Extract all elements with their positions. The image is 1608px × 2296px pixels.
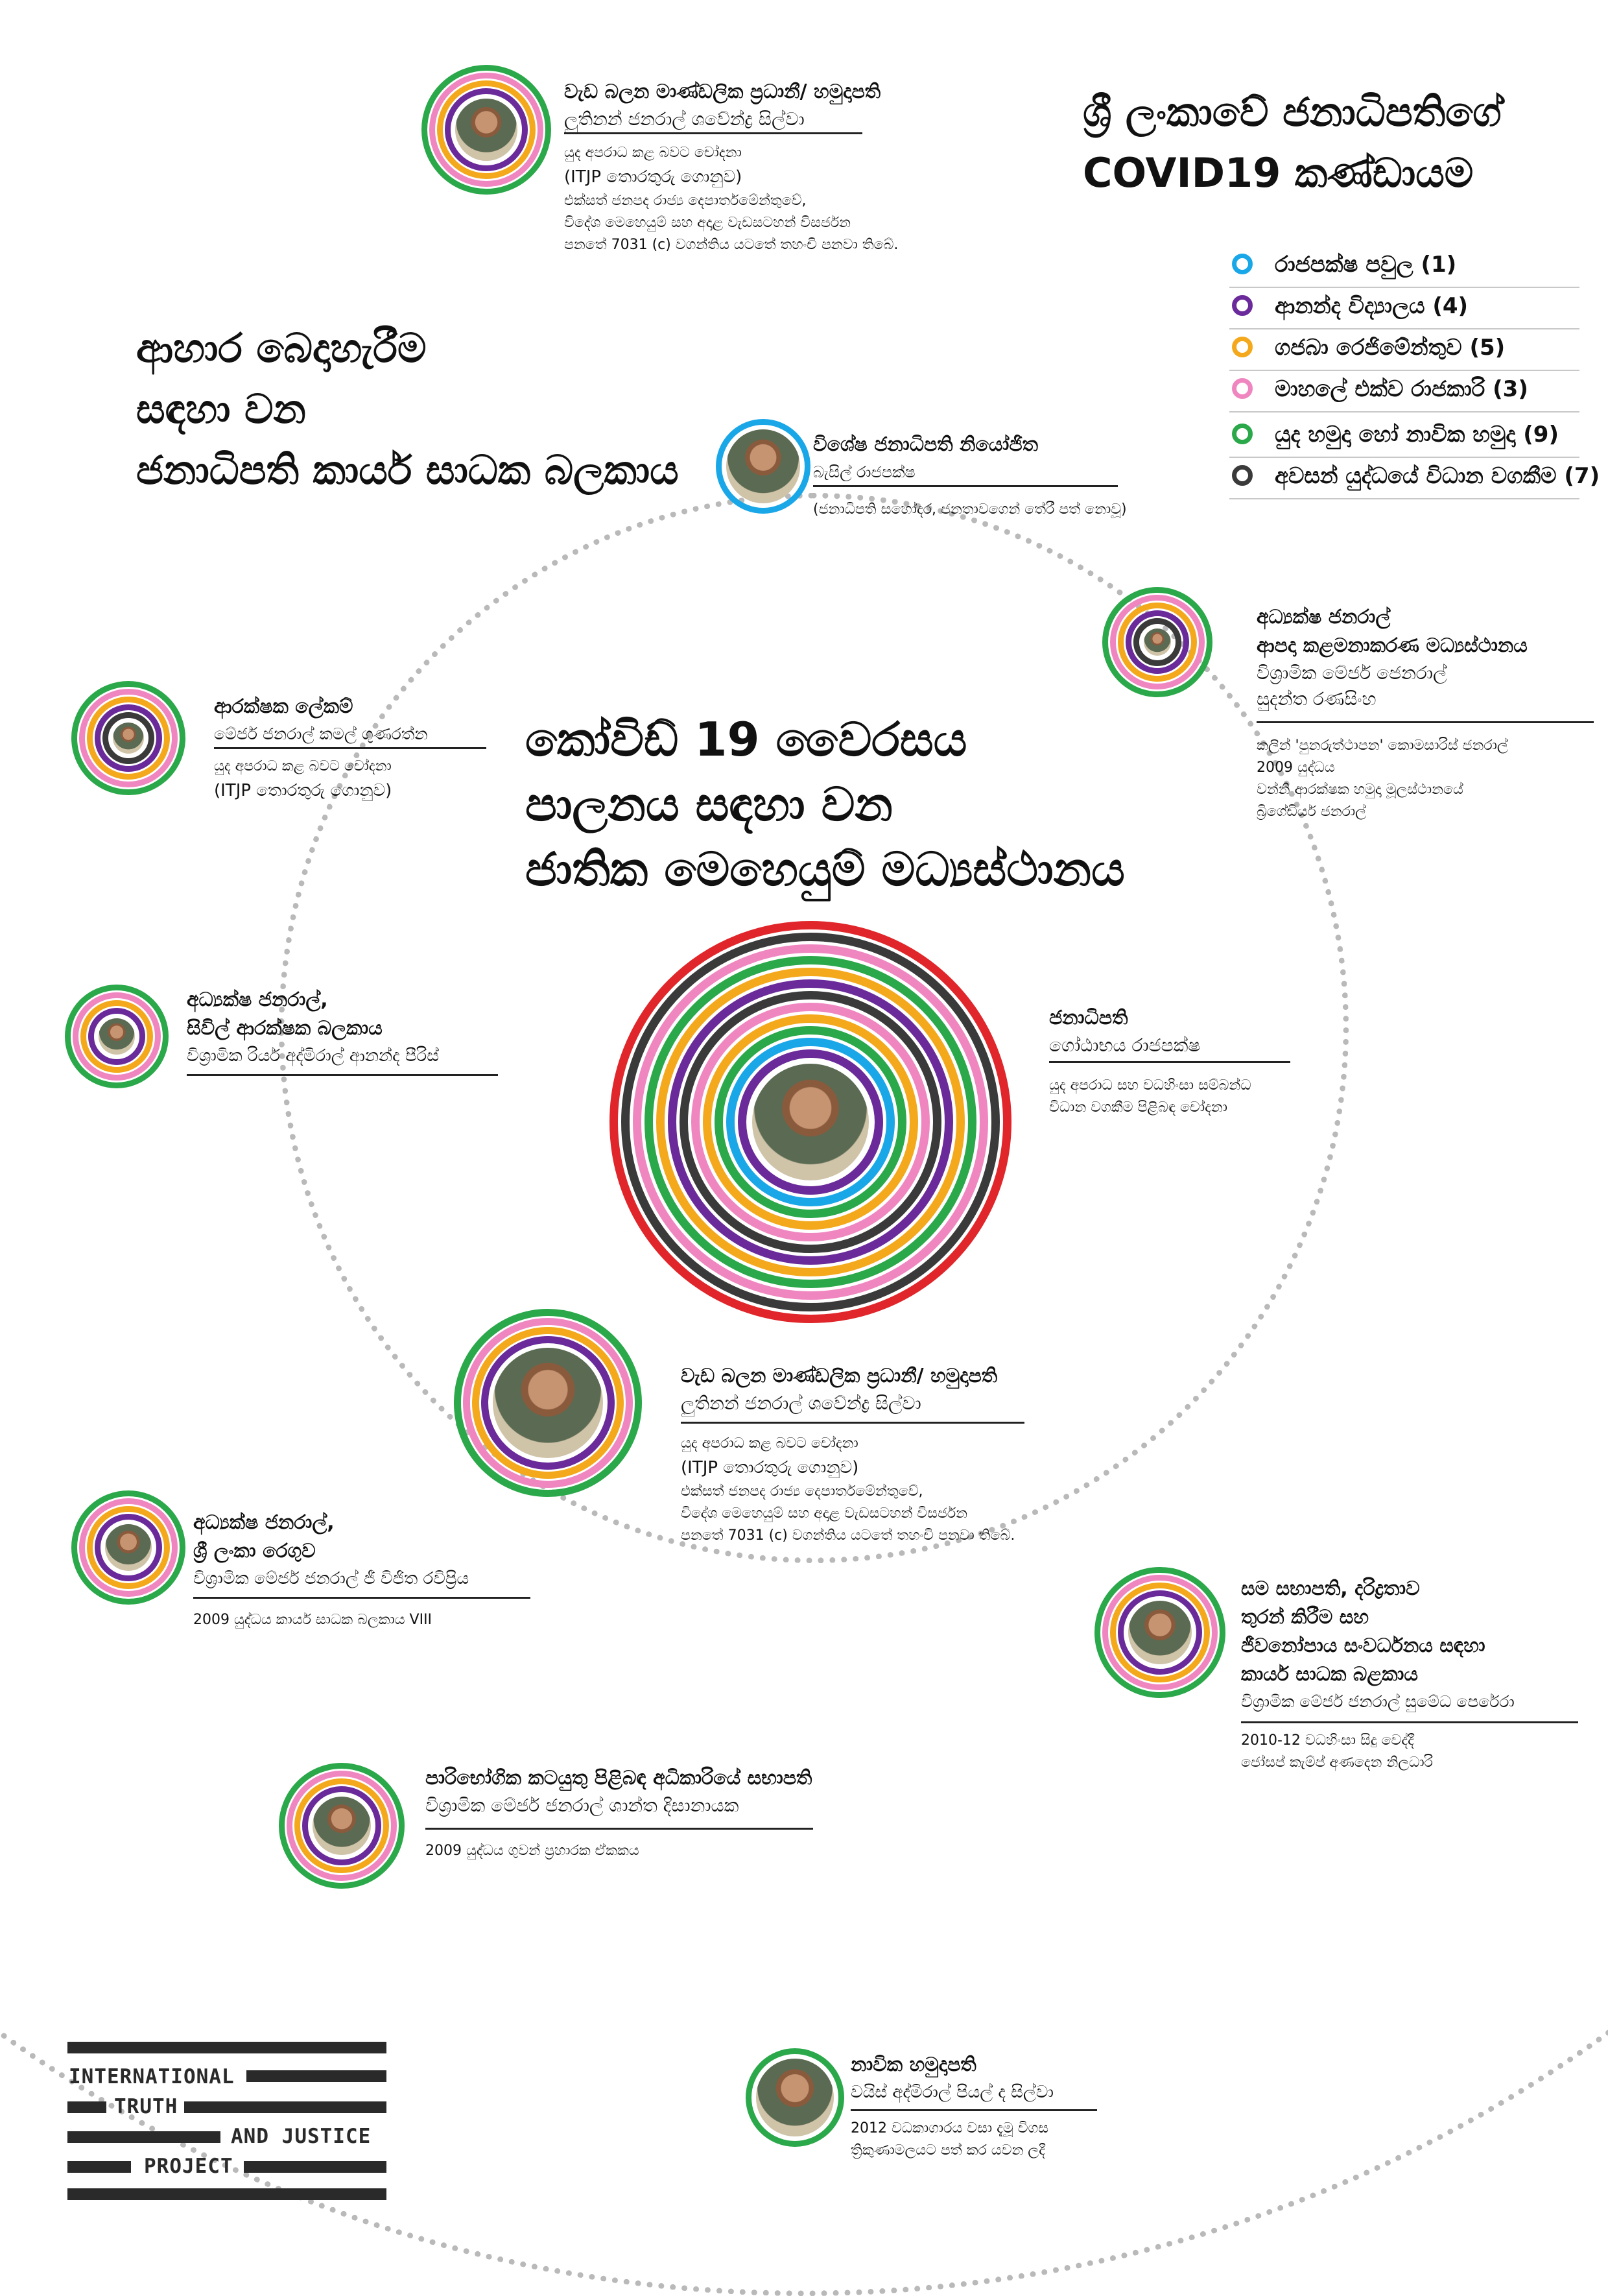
avatar-shavendra-mid (454, 1309, 642, 1497)
task-force-line2: සඳහා වන (136, 385, 306, 433)
note-poverty-1: 2010-12 වධහිංසා සිදු වෙද්දී (1241, 1732, 1414, 1749)
avatar-president (609, 921, 1011, 1323)
note-basil-1: (ජනාධිපති සහෝදර, ජනතාවගෙන් තේරී පත් නොවූ) (813, 501, 1127, 518)
legend-ring-icon (1232, 465, 1253, 486)
note-president-2: විධාන වගකීම පිළිබඳ චෝදනා (1049, 1099, 1227, 1116)
legend-label: යුද හමුදා හෝ නාවික හමුදා (9) (1275, 422, 1559, 448)
centre-line2: පාලනය සඳහා වන (525, 777, 893, 831)
note-shavendra-mid-2: (ITJP තොරතුරු ගොනුව) (681, 1458, 859, 1477)
note-disaster-3: වන්නි ආරක්ෂක හමුදා මූලස්ථානයේ (1257, 782, 1463, 798)
note-signals-1: 2009 යුද්ධය කාර්ය සාධක බලකාය VIII (193, 1612, 432, 1628)
legend-ring-icon (1232, 424, 1253, 444)
legend-ring-icon (1232, 378, 1253, 399)
note-disaster-2: 2009 යුද්ධය (1257, 759, 1335, 776)
avatar-shavendra-top (421, 65, 551, 195)
card-poverty (1241, 1575, 1578, 1774)
card-shavendra-mid (681, 1362, 1083, 1547)
note-shavendra-top-5: පනතේ 7031 (c) වගන්තිය යටතේ තහංචි පනවා තිබේ. (564, 237, 899, 253)
name-basil: බැසිල් රාජපක්ෂ (813, 459, 1118, 487)
note-defence-secretary-1: යුද අපරාධ කළ බවට චෝදනා (214, 758, 392, 774)
portrait-photo (1128, 1601, 1192, 1664)
logo-line3: AND JUSTICE (231, 2125, 372, 2148)
centre-line3: ජාතික මෙහෙයුම් මධ්‍යස්ථානය (525, 842, 1125, 896)
role-signals-2: ශ්‍රී ලංකා රෙගුව (193, 1540, 316, 1562)
avatar-poverty (1094, 1567, 1225, 1698)
card-president (1049, 1004, 1295, 1119)
logo-line2: TRUTH (114, 2095, 178, 2118)
name-disaster-2: සුදන්ත රණසිංහ (1257, 686, 1594, 723)
name-navy: වයිස් අද්මිරාල් පියල් ද සිල්වා (851, 2079, 1097, 2111)
role-signals-1: අධ්‍යක්ෂ ජනරාල්, (193, 1511, 335, 1534)
role-poverty-2: තුරන් කිරීම සහ (1241, 1606, 1369, 1629)
card-disaster (1257, 603, 1594, 823)
logo-bar-2 (246, 2070, 386, 2082)
role-shavendra-mid: වැඩ බලන මාණ්ඩලික ප්‍රධානී/ හමුදාපති (681, 1365, 998, 1387)
card-civil-defence (187, 986, 498, 1076)
avatar-disaster (1102, 587, 1212, 697)
role-civil-defence-2: සිවිල් ආරක්ෂක බලකාය (187, 1017, 383, 1040)
avatar-defence-secretary (71, 681, 185, 795)
legend-ring-icon (1232, 295, 1253, 316)
card-navy (851, 2051, 1123, 2162)
card-signals (193, 1509, 530, 1631)
note-poverty-2: ජෝසප් කැම්ප් අණදෙන නිලධාරි (1241, 1754, 1433, 1771)
name-signals: විශ්‍රාමික මේජර් ජනරාල් ජී විජිත රවිප්‍රිය (193, 1566, 530, 1599)
note-shavendra-mid-1: යුද අපරාධ කළ බවට චෝදනා (681, 1435, 858, 1452)
legend-item (1229, 329, 1579, 371)
legend-label: ආනන්ද විද්‍යාලය (4) (1275, 293, 1469, 319)
task-force-line1: ආහාර බෙදාහැරීම (136, 324, 427, 372)
role-defence-secretary: ආරක්ෂක ලේකම් (214, 695, 353, 718)
centre-line1: කෝවිඩ් 19 වෛරසය (525, 712, 967, 767)
name-president: ගෝඨාභය රාජපක්ෂ (1049, 1033, 1290, 1063)
name-civil-defence: විශ්‍රාමික රියර් අද්මිරාල් ආනන්ද පීරිස් (187, 1043, 498, 1076)
legend-item (1229, 416, 1579, 458)
portrait-photo (105, 1524, 152, 1571)
page-title-line1: ශ්‍රී ලංකාවේ ජනාධිපතිගේ (1083, 88, 1502, 136)
name-shavendra-top: ලුතිනන් ජනරාල් ශවේන්ද්‍ර සිල්වා (564, 106, 862, 134)
avatar-signals (71, 1490, 185, 1605)
logo-bar-8 (67, 2188, 386, 2200)
note-shavendra-top-4: විදේශ මෙහෙයුම් සහ අදාළ වැඩසටහන් විසර්ජන (564, 215, 851, 231)
role-consumer: පාරිභෝගික කටයුතු පිළිබඳ අධිකාරියේ සභාපති (425, 1767, 812, 1789)
role-president: ජනාධිපති (1049, 1007, 1128, 1029)
legend-item (1229, 371, 1579, 413)
legend-item (1229, 246, 1579, 288)
note-shavendra-top-2: (ITJP තොරතුරු ගොනුව) (564, 167, 742, 187)
role-disaster-2: ආපදා කළමනාකරණ මධ්‍යස්ථානය (1257, 634, 1528, 657)
legend-label: ගජබා රෙජිමේන්තුව (5) (1275, 335, 1506, 361)
portrait-photo (455, 99, 517, 161)
name-poverty: විශ්‍රාමික මේජර් ජනරාල් සුමේධ පෙරේරා (1241, 1689, 1578, 1723)
logo-bar-4 (184, 2101, 386, 2113)
legend-label: මාහලේ එක්ව රාජකාරි (3) (1275, 376, 1528, 402)
portrait-photo (1144, 628, 1171, 656)
card-basil (813, 431, 1176, 521)
portrait-photo (113, 723, 144, 754)
portrait-photo (756, 2059, 834, 2136)
logo-bar-5 (67, 2131, 220, 2143)
page-title-line2: COVID19 කණ්ඩායම (1083, 149, 1474, 197)
note-shavendra-mid-4: විදේශ මෙහෙයුම් සහ අදාළ වැඩසටහන් විසර්ජන (681, 1505, 967, 1522)
note-shavendra-mid-3: එක්සත් ජනපද රාජ්‍ය දෙපාර්තමේන්තුවේ, (681, 1483, 923, 1500)
name-shavendra-mid: ලුතිනන් ජනරාල් ශවේන්ද්‍ර සිල්වා (681, 1391, 1024, 1424)
role-shavendra-top: වැඩ බලන මාණ්ඩලික ප්‍රධානී/ හමුදාපති (564, 80, 881, 103)
name-consumer: විශ්‍රාමික මේජර් ජනරාල් ශාන්ත දිසානායක (425, 1793, 813, 1830)
itjp-logo (67, 2042, 386, 2192)
card-defence-secretary (214, 693, 486, 804)
logo-bar-7 (244, 2161, 386, 2173)
portrait-photo (752, 1064, 869, 1180)
legend-ring-icon (1232, 337, 1253, 357)
avatar-basil (716, 419, 810, 514)
role-poverty-3: ජීවනෝපාය සංවර්ධනය සඳහා (1241, 1634, 1485, 1657)
note-shavendra-top-3: එක්සත් ජනපද රාජ්‍ය දෙපාර්තමේන්තුවේ, (564, 193, 807, 209)
name-disaster-1: විශ්‍රාමික මේජර් ජෙනරාල් (1257, 662, 1447, 684)
legend-item (1229, 458, 1600, 499)
legend-label: රාජපක්ෂ පවුල (1) (1275, 252, 1457, 278)
logo-bar-6 (67, 2161, 131, 2173)
role-navy: නාවික හමුදාපති (851, 2053, 976, 2076)
card-consumer (425, 1764, 853, 1862)
avatar-navy (746, 2048, 844, 2147)
task-force-heading (136, 318, 720, 501)
portrait-photo (493, 1348, 603, 1458)
avatar-civil-defence (65, 985, 169, 1088)
role-poverty-4: කාර්ය සාධක බළකාය (1241, 1663, 1418, 1686)
note-president-1: යුද අපරාධ සහ වධහිංසා සම්බන්ධ (1049, 1077, 1251, 1094)
note-consumer-1: 2009 යුද්ධය ගුවන් ප්‍රහාරක ඒකකය (425, 1843, 639, 1859)
task-force-line3: ජනාධිපති කාර්ය සාධක බලකාය (136, 446, 679, 494)
note-disaster-4: බ්‍රිගේඩියර් ජනරාල් (1257, 804, 1366, 820)
note-disaster-1: කලින් 'පුනරුත්ථාපන' කොමසාරිස් ජනරාල් (1257, 737, 1508, 754)
name-defence-secretary: මේජර් ජනරාල් කමල් ගුණරත්න (214, 721, 486, 749)
legend-label: අවසන් යුද්ධයේ විධාන වගකීම (7) (1275, 463, 1600, 489)
logo-line1: INTERNATIONAL (69, 2065, 235, 2088)
legend-ring-icon (1232, 254, 1253, 274)
logo-bar-1 (67, 2042, 386, 2053)
role-basil: විශේෂ ජනාධිපති නියෝජිත (813, 433, 1038, 456)
role-disaster-1: අධ්‍යක්ෂ ජනරාල් (1257, 606, 1391, 628)
role-poverty-1: සම සභාපති, දරිද්‍රතාව (1241, 1577, 1420, 1600)
role-civil-defence-1: අධ්‍යක්ෂ ජනරාල්, (187, 988, 328, 1011)
card-shavendra-top (564, 78, 966, 256)
note-defence-secretary-2: (ITJP තොරතුරු ගොනුව) (214, 781, 392, 800)
portrait-photo (726, 429, 800, 503)
page-title (1083, 82, 1589, 204)
avatar-consumer (279, 1763, 405, 1889)
logo-line4: PROJECT (144, 2155, 233, 2178)
note-shavendra-top-1: යුද අපරාධ කළ බවට චෝදනා (564, 145, 742, 161)
logo-bar-3 (67, 2101, 106, 2113)
legend-item (1229, 288, 1579, 329)
portrait-photo (313, 1797, 371, 1855)
note-navy-1: 2012 වධකාගාරය වසා දැමූ විගස (851, 2120, 1049, 2136)
note-navy-2: ත්‍රිකුණාමලයට පත් කර යවන ලදී (851, 2142, 1045, 2158)
centre-heading (525, 707, 1174, 902)
portrait-photo (99, 1018, 135, 1055)
note-shavendra-mid-5: පනතේ 7031 (c) වගන්තිය යටතේ තහංචි පනවා තිබේ. (681, 1527, 1015, 1544)
